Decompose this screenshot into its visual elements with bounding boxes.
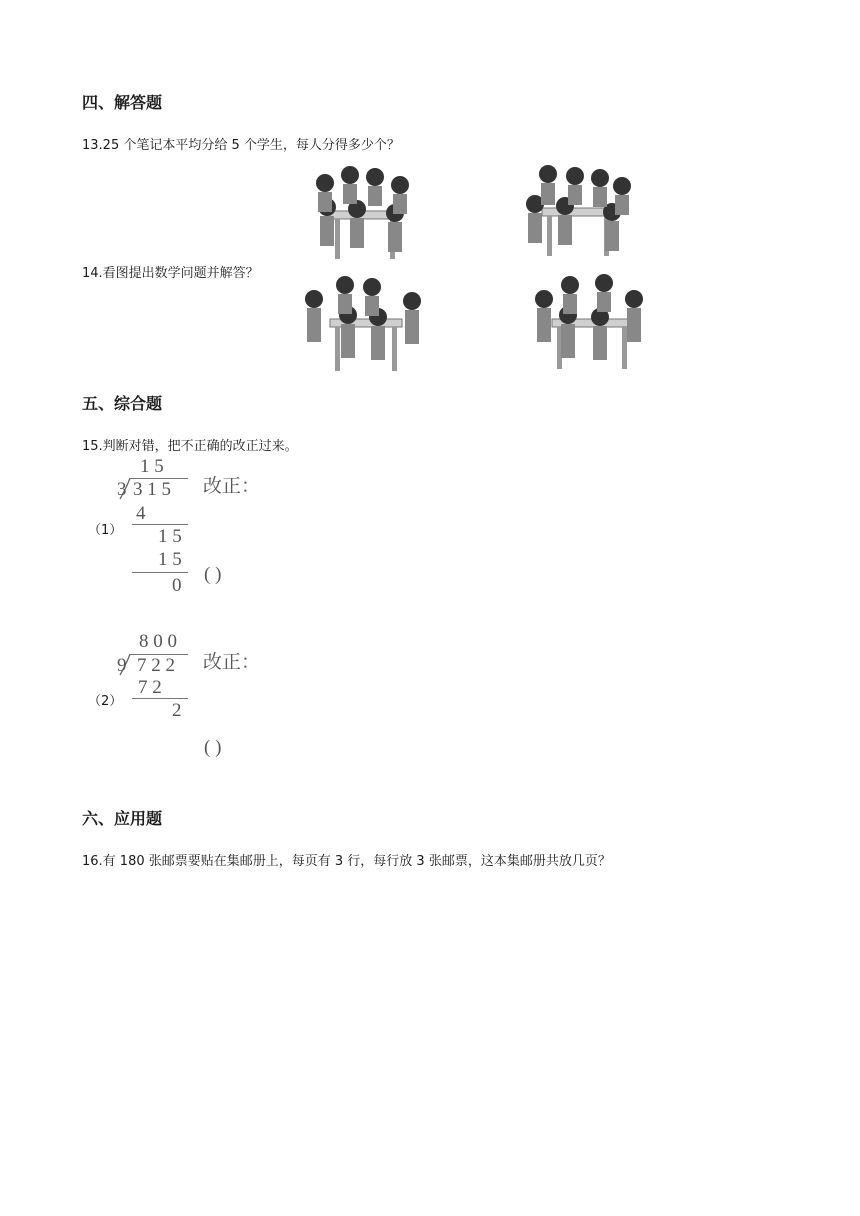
remainder: 0 [172,575,182,596]
quotient: 8 0 0 [139,631,177,652]
judge-parentheses[interactable]: ( ) [204,737,222,758]
step: 1 5 [158,549,182,570]
question-14: 14.看图提出数学问题并解答？ [82,266,259,281]
question-16: 16.有 180 张邮票要贴在集邮册上，每页有 3 行，每行放 3 张邮票，这本集邮册共放几页？ [82,854,611,869]
step: 7 2 [138,677,162,698]
divisor: 9 [117,655,127,676]
step: 4 [136,503,146,524]
children-group-image [300,275,426,379]
division-line [132,698,188,699]
dividend: 7 2 2 [137,655,175,676]
question-13: 13.25 个笔记本平均分给 5 个学生，每人分得多少个？ [82,138,400,153]
children-group-image [530,273,650,379]
section-title-6: 六、应用题 [82,809,163,828]
correction-label: 改正： [203,476,261,497]
sub-question-label: （2） [88,694,123,709]
correction-label: 改正： [203,652,261,673]
children-group-image [305,163,425,265]
step: 1 5 [158,526,182,547]
question-15: 15.判断对错，把不正确的改正过来。 [82,439,298,454]
division-line [132,572,188,573]
judge-parentheses[interactable]: ( ) [204,564,222,585]
division-line [132,524,188,525]
dividend: 3 1 5 [133,479,171,500]
section-title-4: 四、解答题 [82,93,163,112]
sub-question-label: （1） [88,523,123,538]
section-title-5: 五、综合题 [82,394,163,413]
divisor: 3 [117,479,127,500]
children-group-image [520,162,638,262]
remainder: 2 [172,700,182,721]
quotient: 1 5 [140,456,164,477]
